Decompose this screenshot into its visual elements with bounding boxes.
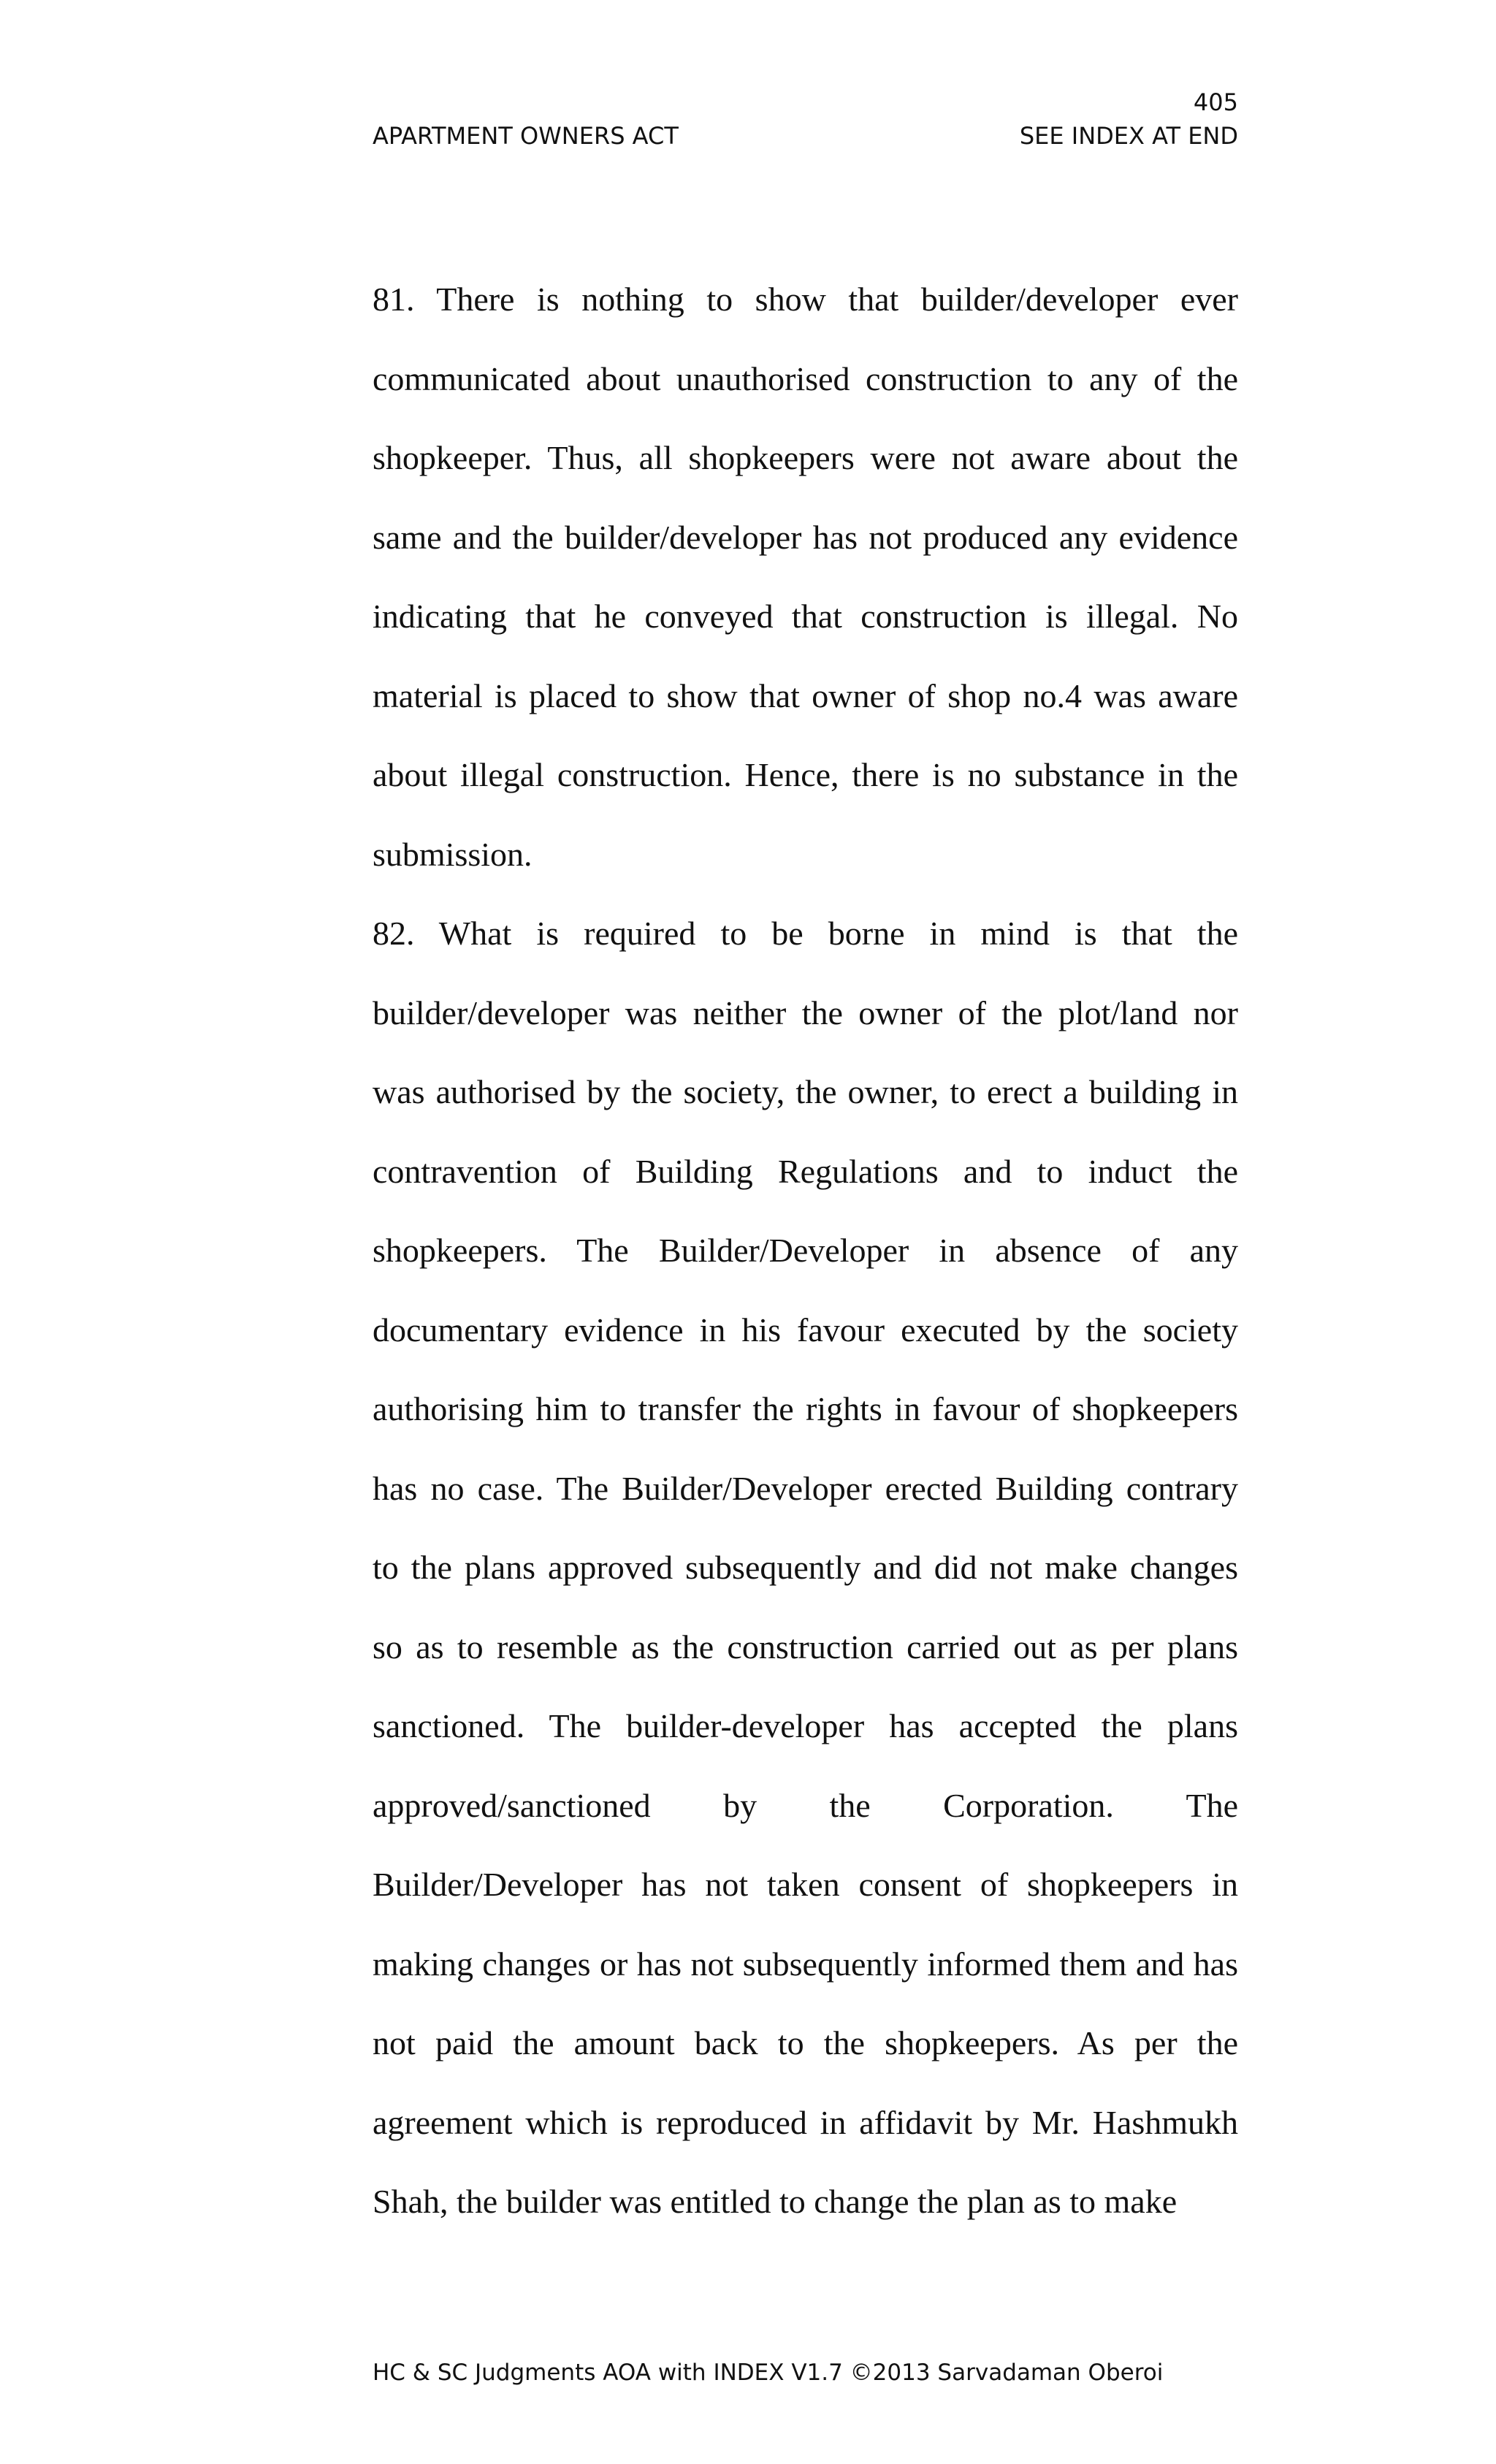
paragraph-82: 82. What is required to be borne in mind is that the builder/developer was neither the owner of the plot/land nor was authorised by the society, the owner, to erect a building in contravention of Building Regulations and to induct the shopkeepers. The Builder/Developer in absence of any documentary evidence in his favour executed by the society authorising him to transfer the rights in favour of shopkeepers has no case. The Builder/Developer erected Building contrary to the plans approved subsequently and did not make changes so as to resemble as the construction carried out as per plans sanctioned. The builder-developer has accepted the plans approved/sanctioned by the Corporation. The Builder/Developer has not taken consent of shopkeepers in making changes or has not subsequently informed them and has not paid the amount back to the shopkeepers. As per the agreement which is reproduced in affidavit by Mr. Hashmukh Shah, the builder was entitled to change the plan as to make [373, 915, 1238, 2220]
header-right-note: SEE INDEX AT END [1019, 122, 1238, 150]
running-header [373, 121, 1238, 150]
header-left-title: APARTMENT OWNERS ACT [373, 122, 679, 150]
body-text [373, 260, 1238, 2242]
page-footer: HC & SC Judgments AOA with INDEX V1.7 ©2013 Sarvadaman Oberoi [373, 2360, 1164, 2386]
page-number: 405 [1193, 88, 1238, 116]
paragraph-81: 81. There is nothing to show that builder/developer ever communicated about unauthorised construction to any of the shopkeeper. Thus, all shopkeepers were not aware about the same and the builder/developer has not produced any evidence indicating that he conveyed that construction is illegal. No material is placed to show that owner of shop no.4 was aware about illegal construction. Hence, there is no substance in the submission. [373, 281, 1238, 873]
